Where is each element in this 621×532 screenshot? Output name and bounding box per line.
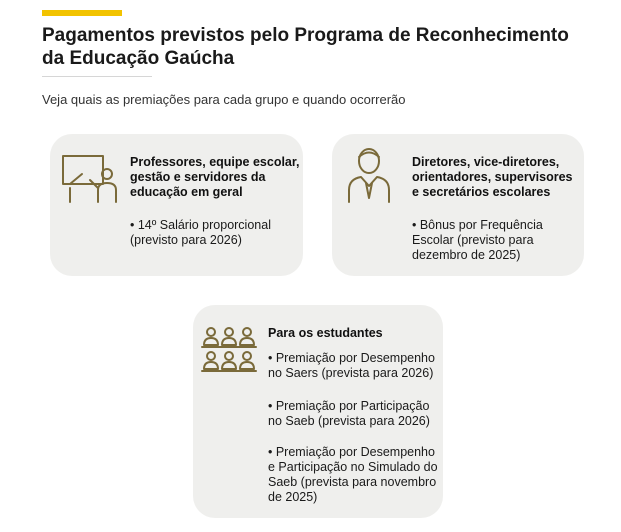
card-item: • Bônus por Frequência Escolar (previsto para dezembro de 2025) [412, 218, 543, 262]
card-item: • Premiação por Desempenho e Participação no Simulado do Saeb (prevista para novembro de 2025) [268, 445, 438, 504]
card-title: Diretores, vice-diretores, orientadores, supervisores e secretários escolares [412, 155, 573, 199]
card-title: Para os estudantes [268, 326, 383, 340]
teacher-board-icon [60, 152, 120, 204]
card-teachers [50, 134, 303, 276]
card-title: Professores, equipe escolar, gestão e servidores da educação em geral [130, 155, 300, 199]
title-divider [42, 76, 152, 77]
card-item: • Premiação por Desempenho no Saers (prevista para 2026) [268, 351, 435, 380]
students-group-icon [199, 325, 259, 377]
page-title: Pagamentos previstos pelo Programa de Reconhecimento da Educação Gaúcha [42, 25, 569, 69]
card-directors [332, 134, 584, 276]
card-item: • Premiação por Participação no Saeb (prevista para 2026) [268, 399, 430, 428]
card-item: • 14º Salário proporcional (previsto para 2026) [130, 218, 271, 247]
page-subtitle: Veja quais as premiações para cada grupo e quando ocorrerão [42, 92, 406, 107]
accent-bar [42, 10, 122, 16]
card-students [193, 305, 443, 518]
person-suit-icon [346, 146, 392, 204]
